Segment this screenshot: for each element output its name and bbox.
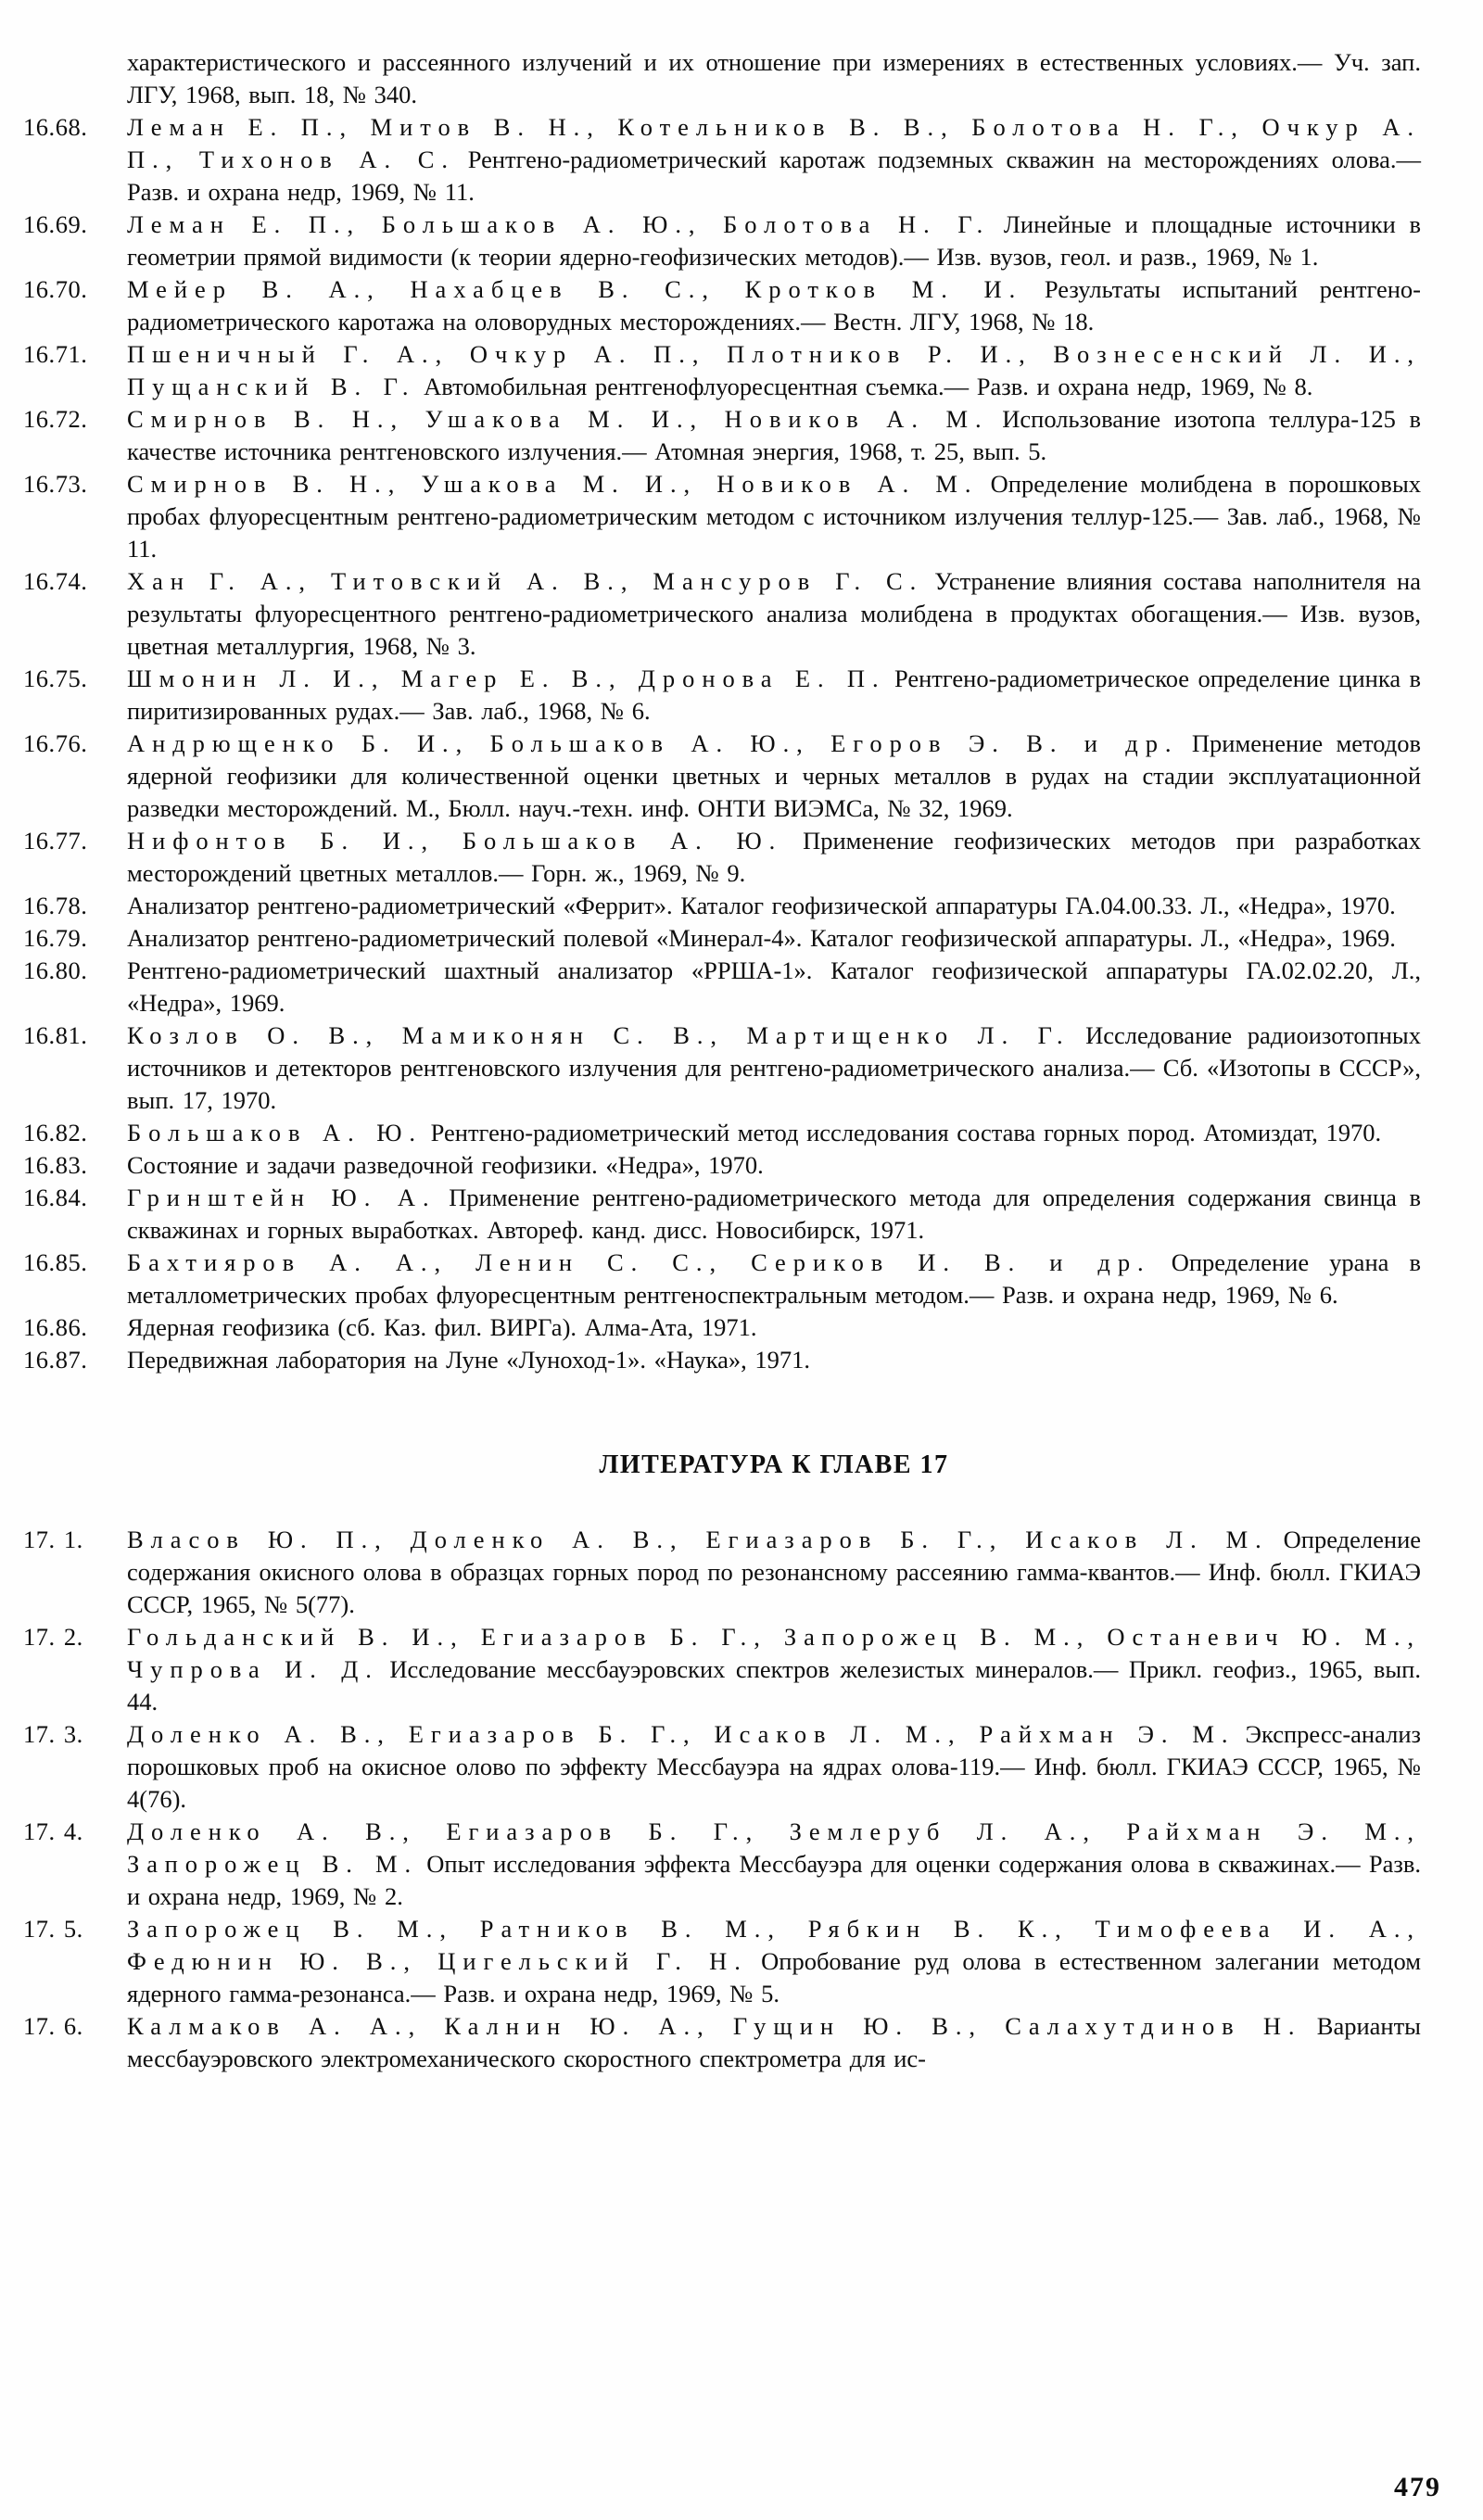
entry-authors: Шмонин Л. И., Магер Е. В., Дронова Е. П. [127,665,886,692]
entry-authors: Леман Е. П., Митов В. Н., Котельников В. В., Болотова Н. Г., Очкур А. П., Тихонов А. С. [127,113,1421,173]
reference-entry [23,663,1421,728]
reference-entry [23,1344,1421,1376]
entry-text: Определение содержания окисного олова в образцах горных пород по резонансному рассеянию гамма-квантов.— Инф. бюлл. ГКИАЭ СССР, 1965, № 5(77). [127,1526,1422,1618]
entry-number: 17. 5. [23,1915,83,1943]
reference-entry [23,2010,1421,2075]
reference-entry [23,209,1421,273]
entry-number: 16.86. [23,1313,88,1341]
entry-text: Экспресс-анализ порошковых проб на окисное олово по эффекту Мессбауэра на ядрах олова-119.— Инф. бюлл. ГКИАЭ СССР, 1965, № 4(76). [127,1720,1421,1813]
entry-number: 17. 6. [23,2012,83,2040]
reference-list-chapter16 [23,111,1422,1376]
reference-entry [23,565,1422,663]
entry-number: 16.72. [23,405,88,433]
entry-text: Рентгено-радиометрический каротаж подземных скважин на месторождениях олова.— Разв. и охрана недр, 1969, № 11. [127,146,1421,206]
entry-number: 16.79. [23,924,88,952]
entry-authors: Смирнов В. Н., Ушакова М. И., Новиков А. М. [127,470,979,498]
entry-text: Варианты мессбауэровского электромеханического скоростного спектрометра для ис- [127,2012,1421,2072]
entry-authors: Запорожец В. М., Ратников В. М., Рябкин В. К., Тимофеева И. А., Федюнин Ю. В., Цигельский Г. Н. [127,1915,1421,1975]
entry-authors: Гольданский В. И., Егиазаров Б. Г., Запорожец В. М., Останевич Ю. М., Чупрова И. Д. [127,1623,1421,1683]
entry-text: Рентгено-радиометрический шахтный анализатор «РРША-1». Каталог геофизической аппаратуры ГА.02.02.20, Л., «Недра», 1969. [127,956,1421,1017]
entry-text: Устранение влияния состава наполнителя на результаты флуоресцентного рентгено-радиометрического анализа молибдена в продуктах обогащения.— Изв. вузов, цветная металлургия, 1968, № 3. [127,567,1422,660]
reference-entry [23,1913,1421,2010]
reference-list-chapter17 [23,1524,1422,2075]
entry-text: Результаты испытаний рентгено-радиометрического каротажа на оловорудных месторождениях.— Вестн. ЛГУ, 1968, № 18. [127,275,1422,336]
entry-text: Применение рентгено-радиометрического метода для определения содержания свинца в скважинах и горных выработках. Автореф. канд. дисс. Новосибирск, 1971. [127,1184,1421,1244]
reference-entry [23,1816,1421,1913]
reference-entry [23,1247,1421,1311]
entry-text: Рентгено-радиометрический метод исследования состава горных пород. Атомиздат, 1970. [423,1119,1382,1146]
entry-authors: Бахтияров А. А., Ленин С. С., Сериков И. В. и др. [127,1248,1151,1276]
reference-entry [23,1149,1421,1182]
entry-authors: Доленко А. В., Егиазаров Б. Г., Исаков Л. М., Райхман Э. М. [127,1720,1236,1748]
entry-text: Использование изотопа теллура-125 в качестве источника рентгеновского излучения.— Атомная энергия, 1968, т. 25, вып. 5. [127,405,1421,465]
entry-text: Анализатор рентгено-радиометрический «Феррит». Каталог геофизической аппаратуры ГА.04.00.33. Л., «Недра», 1970. [127,892,1396,919]
reference-entry [23,111,1421,209]
reference-entry [23,890,1421,922]
entry-text: Анализатор рентгено-радиометрический полевой «Минерал-4». Каталог геофизической аппаратуры. Л., «Недра», 1969. [127,924,1396,952]
entry-text: Определение урана в металлометрических пробах флуоресцентным рентгеноспектральным методом.— Разв. и охрана недр, 1969, № 6. [127,1248,1421,1309]
entry-number: 16.82. [23,1119,88,1146]
entry-authors: Андрющенко Б. И., Большаков А. Ю., Егоров Э. В. и др. [127,729,1179,757]
entry-text: Опробование руд олова в естественном залегании методом ядерного гамма-резонанса.— Разв. и охрана недр, 1969, № 5. [127,1947,1421,2007]
reference-entry [23,468,1421,565]
entry-number: 16.71. [23,340,88,368]
reference-entry [23,955,1421,1019]
reference-entry [23,922,1421,955]
entry-number: 16.75. [23,665,88,692]
entry-text: Опыт исследования эффекта Мессбауэра для оценки содержания олова в скважинах.— Разв. и охрана недр, 1969, № 2. [127,1850,1421,1910]
reference-entry [23,1524,1422,1621]
entry-number: 16.80. [23,956,88,984]
entry-authors: Леман Е. П., Большаков А. Ю., Болотова Н. Г. [127,210,991,238]
reference-entry [23,1019,1421,1117]
reference-entry [23,273,1422,338]
entry-text: Линейные и площадные источники в геометрии прямой видимости (к теории ядерно-геофизических методов).— Изв. вузов, геол. и разв., 1969, № 1. [127,210,1421,271]
entry-number: 16.74. [23,567,88,595]
reference-entry [23,1311,1421,1344]
reference-entry [23,1117,1421,1149]
reference-entry [23,403,1421,468]
entry-authors: Пшеничный Г. А., Очкур А. П., Плотников Р. И., Вознесенский Л. И., Пущанский В. Г. [127,340,1421,400]
entry-number: 16.70. [23,275,88,303]
entry-number: 16.68. [23,113,88,141]
reference-entry [23,338,1421,403]
entry-number: 16.77. [23,827,88,855]
entry-number: 16.76. [23,729,88,757]
entry-number: 16.83. [23,1151,88,1179]
entry-number: 17. 3. [23,1720,83,1748]
entry-number: 16.85. [23,1248,88,1276]
entry-authors: Нифонтов Б. И., Большаков А. Ю. [127,827,783,855]
entry-text: Исследование мессбауэровских спектров железистых минералов.— Прикл. геофиз., 1965, вып. 44. [127,1655,1421,1716]
entry-authors: Смирнов В. Н., Ушакова М. И., Новиков А. М. [127,405,989,433]
entry-text: Определение молибдена в порошковых пробах флуоресцентным рентгено-радиометрическим методом с источником излучения теллур-125.— Зав. лаб., 1968, № 11. [127,470,1421,563]
entry-authors: Хан Г. А., Титовский А. В., Мансуров Г. С. [127,567,924,595]
entry-authors: Власов Ю. П., Доленко А. В., Егиазаров Б. Г., Исаков Л. М. [127,1526,1269,1553]
entry-text: Исследование радиоизотопных источников и детекторов рентгеновского излучения для рентгено-радиометрического анализа.— Сб. «Изотопы в СССР», вып. 17, 1970. [127,1021,1421,1114]
reference-entry [23,1621,1421,1718]
entry-text: Рентгено-радиометрическое определение цинка в пиритизированных рудах.— Зав. лаб., 1968, № 6. [127,665,1421,725]
entry-number: 17. 2. [23,1623,83,1651]
entry-authors: Мейер В. А., Нахабцев В. С., Кротков М. И. [127,275,1023,303]
entry-number: 16.81. [23,1021,88,1049]
reference-entry [23,728,1422,825]
chapter-17-literature-heading: ЛИТЕРАТУРА К ГЛАВЕ 17 [599,1450,949,1479]
entry-number: 17. 4. [23,1817,83,1845]
entry-authors: Калмаков А. А., Калнин Ю. А., Гущин Ю. В., Салахутдинов Н. [127,2012,1302,2040]
entry-continuation-text: характеристического и рассеянного излучений и их отношение при измерениях в естественных условиях.— Уч. зап. ЛГУ, 1968, вып. 18, № 340. [127,48,1421,108]
entry-authors: Козлов О. В., Мамиконян С. В., Мартищенко Л. Г. [127,1021,1071,1049]
entry-authors: Большаков А. Ю. [127,1119,424,1146]
page-number: 479 [1394,2472,1441,2502]
entry-number: 16.87. [23,1346,88,1374]
entry-authors: Гринштейн Ю. А. [127,1184,437,1211]
entry-number: 16.84. [23,1184,88,1211]
entry-text: Передвижная лаборатория на Луне «Луноход-1». «Наука», 1971. [127,1346,811,1374]
entry-text: Состояние и задачи разведочной геофизики. «Недра», 1970. [127,1151,764,1179]
reference-entry [23,825,1421,890]
entry-number: 16.78. [23,892,88,919]
entry-text: Ядерная геофизика (сб. Каз. фил. ВИРГа). Алма-Ата, 1971. [127,1313,757,1341]
reference-entry [23,1718,1421,1816]
entry-number: 16.73. [23,470,88,498]
entry-number: 16.69. [23,210,88,238]
reference-entry [23,1182,1421,1247]
text-block [23,46,1422,2075]
entry-text: Автомобильная рентгенофлуоресцентная съемка.— Разв. и охрана недр, 1969, № 8. [415,373,1313,400]
entry-text: Применение методов ядерной геофизики для количественной оценки цветных и черных металлов в рудах на стадии эксплуатационной разведки месторождений. М., Бюлл. науч.-техн. инф. ОНТИ ВИЭМСа, № 32, 1969. [127,729,1422,822]
entry-number: 17. 1. [23,1526,83,1553]
entry-authors: Доленко А. В., Егиазаров Б. Г., Землеруб Л. А., Райхман Э. М., Запорожец В. М. [127,1817,1421,1878]
entry-text: Применение геофизических методов при разработках месторождений цветных металлов.— Горн. ж., 1969, № 9. [127,827,1421,887]
